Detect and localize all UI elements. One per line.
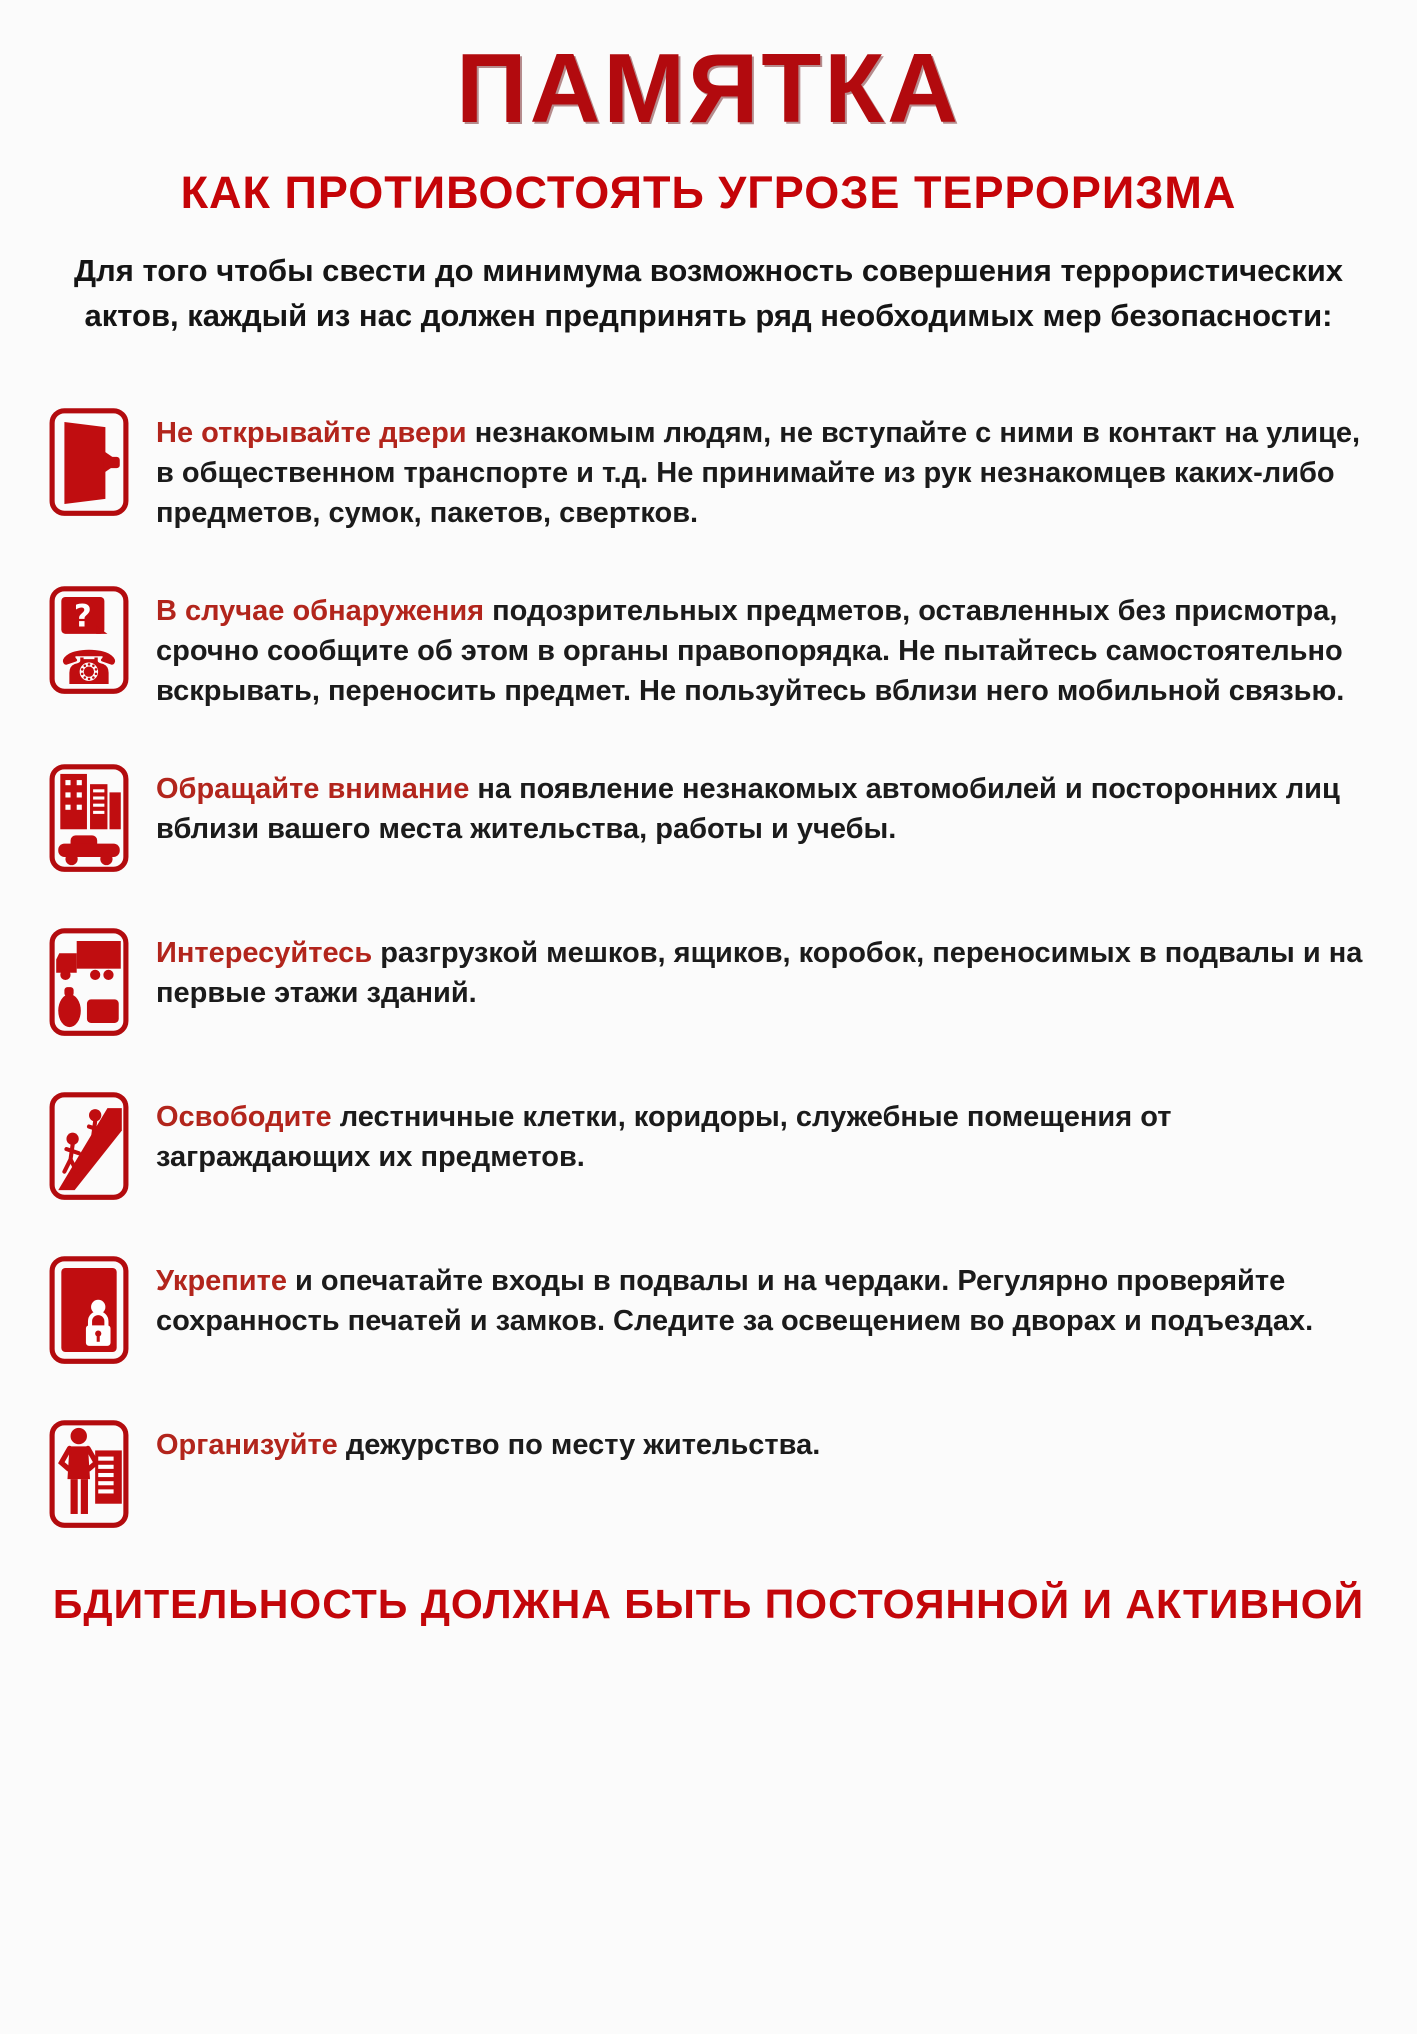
list-item: [48, 1253, 1381, 1367]
list-item-text: [156, 1089, 1381, 1177]
svg-text:?: ?: [73, 598, 92, 635]
footer-slogan: БДИТЕЛЬНОСТЬ ДОЛЖНА БЫТЬ ПОСТОЯННОЙ И АКТИВНОЙ: [52, 1580, 1365, 1627]
safety-measures-list: [48, 405, 1381, 1531]
buildings-car-icon: [48, 761, 130, 875]
question-phone-icon: [48, 583, 130, 697]
door-icon: [48, 405, 130, 519]
list-item-body: незнакомым людям, не вступайте с ними в контакт на улице, в общественном транспорте и т.д. Не принимайте из рук незнакомцев каких-либо предметов, сумок, пакетов, свертков.: [156, 416, 1361, 529]
list-item: [48, 1089, 1381, 1203]
list-item-text: [156, 583, 1381, 711]
list-item-lead: Организуйте: [156, 1428, 338, 1461]
list-item-lead: Интересуйтесь: [156, 936, 373, 969]
list-item-body: разгрузкой мешков, ящиков, коробок, переносимых в подвалы и на первые этажи зданий.: [156, 936, 1363, 1009]
list-item-text: [156, 925, 1381, 1013]
list-item-body: дежурство по месту жительства.: [337, 1428, 821, 1461]
page-title: ПАМЯТКА: [456, 33, 961, 143]
list-item-text: [156, 1417, 820, 1465]
list-item: [48, 925, 1381, 1039]
list-item-body: на появление незнакомых автомобилей и посторонних лиц вблизи вашего места жительства, работы и учебы.: [156, 772, 1340, 845]
intro-paragraph: Для того чтобы свести до минимума возможность совершения террористических актов, каждый из нас должен предпринять ряд необходимых мер безопасности:: [73, 253, 1344, 333]
list-item: [48, 583, 1381, 711]
person-duty-icon: [48, 1417, 130, 1531]
list-item: [48, 761, 1381, 875]
list-item-body: лестничные клетки, коридоры, служебные помещения от заграждающих их предметов.: [156, 1100, 1172, 1173]
list-item-lead: Обращайте внимание: [156, 772, 470, 805]
list-item-lead: В случае обнаружения: [156, 594, 485, 627]
list-item-body: подозрительных предметов, оставленных без присмотра, срочно сообщите об этом в органы правопорядка. Не пытайтесь самостоятельно вскрывать, переносить предмет. Не пользуйтесь вблизи него мобильной связью.: [156, 594, 1345, 707]
list-item-text: [156, 405, 1381, 533]
stairs-people-icon: [48, 1089, 130, 1203]
list-item-lead: Освободите: [156, 1100, 332, 1133]
list-item: [48, 405, 1381, 533]
list-item-body: и опечатайте входы в подвалы и на чердаки. Регулярно проверяйте сохранность печатей и замков. Следите за освещением во дворах и подъездах.: [156, 1264, 1314, 1337]
list-item-text: [156, 1253, 1381, 1341]
list-item: [48, 1417, 1381, 1531]
svg-text:☎: ☎: [59, 640, 119, 696]
list-item-lead: Не открывайте двери: [156, 416, 467, 449]
sealed-door-lock-icon: [48, 1253, 130, 1367]
list-item-text: [156, 761, 1381, 849]
page-subtitle: КАК ПРОТИВОСТОЯТЬ УГРОЗЕ ТЕРРОРИЗМА: [180, 167, 1237, 218]
truck-cargo-icon: [48, 925, 130, 1039]
list-item-lead: Укрепите: [156, 1264, 287, 1297]
